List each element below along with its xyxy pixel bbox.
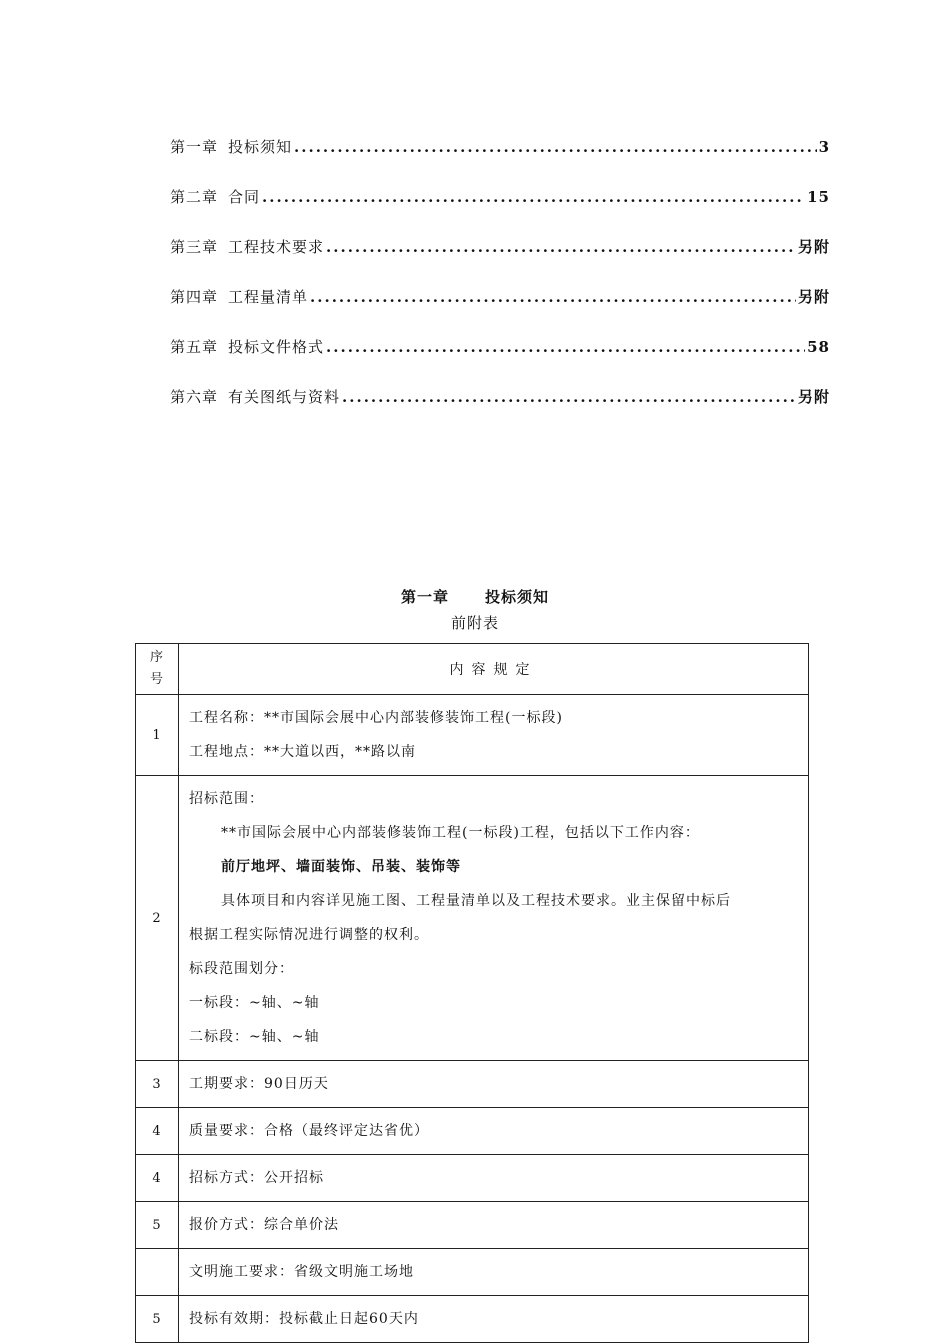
table-row [136,1249,809,1296]
row-number: 4 [136,1155,179,1202]
toc-entry[interactable] [170,236,830,286]
toc-title: 工程量清单 [228,288,309,306]
toc-title: 合同 [228,188,261,206]
toc-title: 投标文件格式 [228,338,325,356]
row-number: 5 [136,1296,179,1343]
toc-entry[interactable] [170,186,830,236]
toc-page: 3 [818,138,830,156]
row-content [179,695,809,776]
toc-title: 投标须知 [228,138,293,156]
header-content-cell: 内容规定 [179,644,809,695]
toc-leader [342,388,796,406]
row-content: 质量要求：合格（最终评定达省优） [179,1108,809,1155]
row-number: 1 [136,695,179,776]
toc-page: 另附 [797,238,830,256]
table-row [136,1108,809,1155]
row-number: 3 [136,1061,179,1108]
row-content: 招标方式：公开招标 [179,1155,809,1202]
table-row [136,1296,809,1343]
table-row [136,776,809,1061]
chapter-title: 投标须知 [485,588,550,606]
chapter-heading [0,586,950,607]
toc-page: 58 [807,338,830,356]
toc-entry[interactable] [170,336,830,386]
row-line-emphasis: 前厅地坪、墙面装饰、吊装、装饰等 [221,859,461,875]
table-row [136,1155,809,1202]
toc-entry[interactable] [170,386,830,436]
toc-page: 另附 [797,388,830,406]
row-content [179,776,809,1061]
table-row [136,1061,809,1108]
table-row [136,1202,809,1249]
row-line: 根据工程实际情况进行调整的权利。 [189,927,429,943]
toc-leader [262,188,805,206]
toc-leader [326,338,805,356]
toc-chapter: 第六章 [170,388,219,406]
row-number [136,1249,179,1296]
row-line: 具体项目和内容详见施工图、工程量清单以及工程技术要求。业主保留中标后 [221,893,731,909]
row-number: 4 [136,1108,179,1155]
toc-title: 有关图纸与资料 [228,388,341,406]
header-number-cell [136,644,179,695]
toc-chapter: 第四章 [170,288,219,306]
row-line: 二标段：~轴、~轴 [189,1029,320,1045]
table-of-contents [170,136,830,436]
row-content: 报价方式：综合单价法 [179,1202,809,1249]
row-line: **市国际会展中心内部装修装饰工程(一标段)工程，包括以下工作内容： [221,825,700,841]
toc-page: 15 [807,188,830,206]
row-number: 2 [136,776,179,1061]
header-number-char-2: 号 [149,672,164,687]
toc-page: 另附 [797,288,830,306]
table-caption: 前附表 [450,614,499,632]
toc-entry[interactable] [170,136,830,186]
toc-chapter: 第三章 [170,238,219,256]
toc-chapter: 第二章 [170,188,219,206]
toc-chapter: 第五章 [170,338,219,356]
row-content: 文明施工要求：省级文明施工场地 [179,1249,809,1296]
header-number-char-1: 序 [149,650,164,665]
row-content: 工期要求：90日历天 [179,1061,809,1108]
toc-leader [326,238,796,256]
toc-leader [294,138,817,156]
toc-title: 工程技术要求 [228,238,325,256]
row-number: 5 [136,1202,179,1249]
chapter-label: 第一章 [400,588,449,606]
row-content: 投标有效期：投标截止日起60天内 [179,1296,809,1343]
front-attachment-table [135,643,809,1343]
toc-chapter: 第一章 [170,138,219,156]
toc-entry[interactable] [170,286,830,336]
row-line: 一标段：~轴、~轴 [189,995,320,1011]
table-row [136,695,809,776]
toc-leader [310,288,796,306]
row-line: 工程名称：**市国际会展中心内部装修装饰工程(一标段) [189,710,563,726]
row-line: 招标范围： [189,791,264,807]
row-line: 工程地点：**大道以西，**路以南 [189,744,416,760]
table-header-row [136,644,809,695]
row-line: 标段范围划分： [189,961,294,977]
